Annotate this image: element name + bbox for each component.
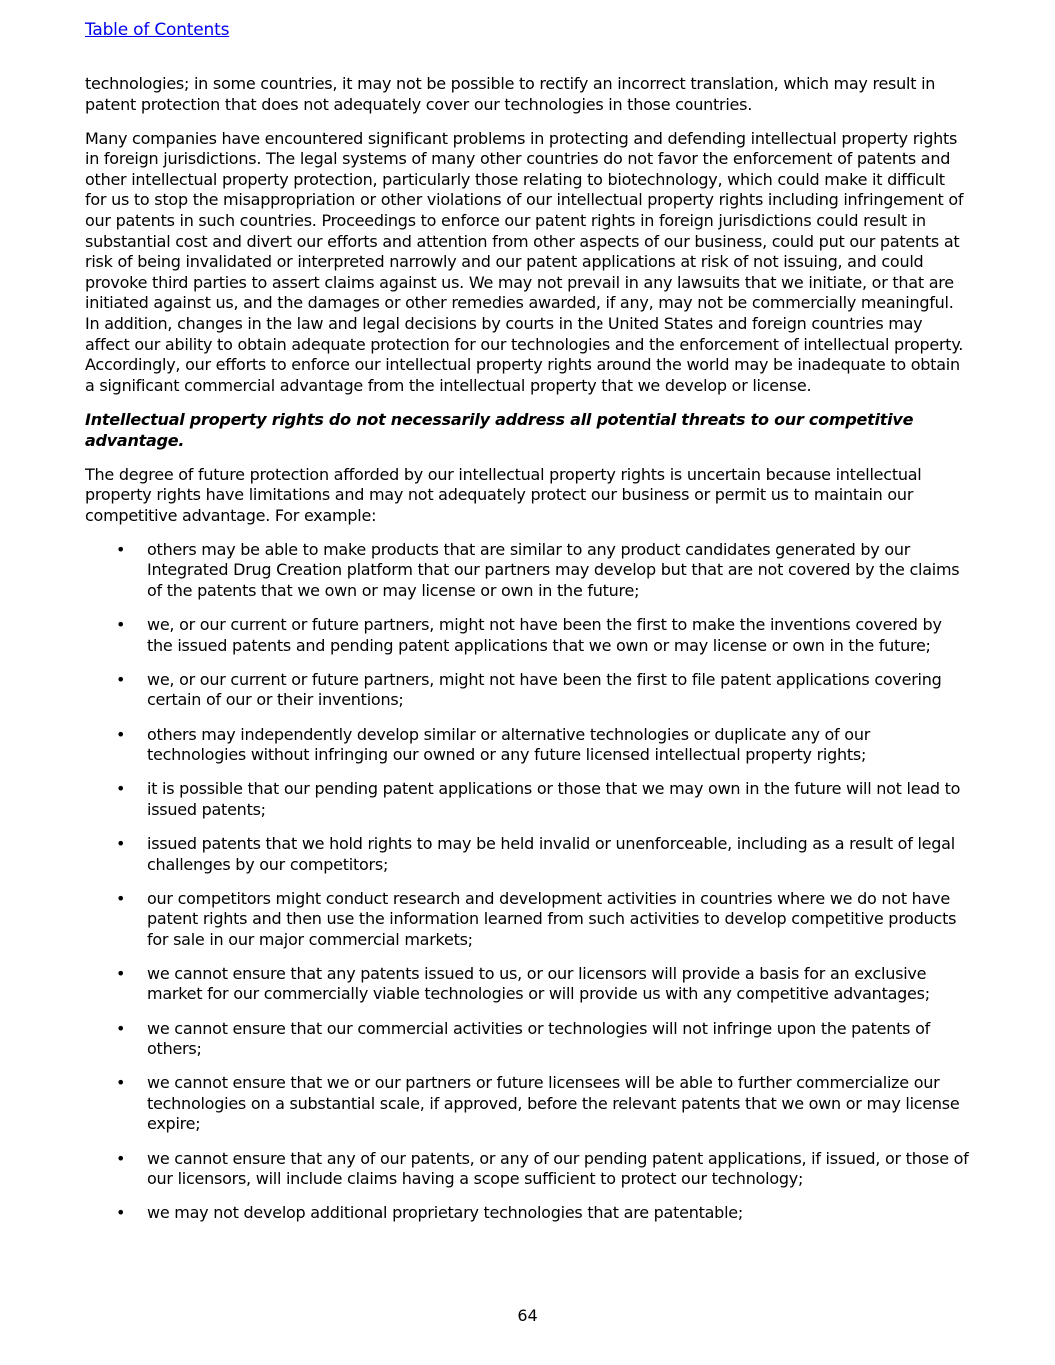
list-item-text: our competitors might conduct research and development activities in countries where we do not have patent rights and then use the information learned from such activities to develop competitive products for sale in our major commercial markets;: [147, 888, 957, 949]
section-heading: Intellectual property rights do not necessarily address all potential threats to our competitive advantage.: [85, 409, 914, 450]
bullet-icon: •: [116, 833, 126, 853]
list-item: [85, 670, 970, 711]
list-item-text: it is possible that our pending patent applications or those that we may own in the future will not lead to issued patents;: [147, 779, 961, 819]
bullet-icon: •: [116, 963, 126, 983]
list-item-text: others may independently develop similar or alternative technologies or duplicate any of our technologies without infringing our owned or any future licensed intellectual property rights;: [147, 724, 871, 765]
list-item: [85, 889, 970, 951]
list-item: [85, 1149, 970, 1190]
list-item-text: we, or our current or future partners, might not have been the first to file patent applications covering certain of our or their inventions;: [147, 669, 942, 710]
list-item: [85, 725, 970, 766]
list-item-text: we, or our current or future partners, might not have been the first to make the inventions covered by the issued patents and pending patent applications that we own or may license or own in the future;: [147, 615, 942, 655]
bullet-icon: •: [116, 724, 126, 744]
bullet-icon: •: [116, 1148, 126, 1168]
list-item-text: we may not develop additional proprietary technologies that are patentable;: [147, 1203, 743, 1223]
list-item-text: we cannot ensure that our commercial activities or technologies will not infringe upon the patents of others;: [147, 1018, 931, 1059]
bullet-icon: •: [116, 779, 126, 799]
bullet-icon: •: [116, 1203, 126, 1223]
list-item: [85, 1019, 970, 1060]
bullet-icon: •: [116, 1018, 126, 1038]
table-of-contents-link[interactable]: Table of Contents: [85, 20, 230, 40]
list-item-text: others may be able to make products that are similar to any product candidates generated by our Integrated Drug Creation platform that our partners may develop but that are not covered by the claims of the patents that we own or may license or own in the future;: [147, 539, 960, 601]
bullet-icon: •: [116, 888, 126, 908]
list-item-text: we cannot ensure that we or our partners or future licensees will be able to further commercialize our technologies on a substantial scale, if approved, before the relevant patents that we own or may license expire;: [147, 1073, 960, 1134]
bullet-icon: •: [116, 615, 126, 635]
list-item: [85, 834, 970, 875]
bullet-icon: •: [116, 539, 126, 559]
bullet-icon: •: [116, 669, 126, 689]
list-item: [85, 964, 970, 1005]
bullet-list: [85, 540, 970, 1224]
list-item-text: we cannot ensure that any patents issued to us, or our licensors will provide a basis for an exclusive market for our commercially viable technologies or will provide us with any competitive advantages;: [147, 963, 930, 1004]
list-item: [85, 779, 970, 820]
list-item-text: we cannot ensure that any of our patents, or any of our pending patent applications, if issued, or those of our licensors, will include claims having a scope sufficient to protect our technology;: [147, 1148, 969, 1189]
document-body: [85, 74, 970, 1237]
list-item: [85, 1203, 970, 1224]
list-item: [85, 615, 970, 656]
paragraph-foreign-jurisdictions: Many companies have encountered significant problems in protecting and defending intellectual property rights in foreign jurisdictions. The legal systems of many other countries do not favor the enforcement of patents and other intellectual property protection, particularly those relating to biotechnology, which could make it difficult for us to stop the misappropriation or other violations of our intellectual property rights including infringement of our patents in such countries. Proceedings to enforce our patent rights in foreign jurisdictions could result in substantial cost and divert our efforts and attention from other aspects of our business, could put our patents at risk of being invalidated or interpreted narrowly and our patent applications at risk of not issuing, and could provoke third parties to assert claims against us. We may not prevail in any lawsuits that we initiate, or that are initiated against us, and the damages or other remedies awarded, if any, may not be commercially meaningful. In addition, changes in the law and legal decisions by courts in the United States and foreign countries may affect our ability to obtain adequate protection for our technologies and the enforcement of intellectual property. Accordingly, our efforts to enforce our intellectual property rights around the world may be inadequate to obtain a significant commercial advantage from the intellectual property that we develop or license.: [85, 128, 964, 395]
bullet-icon: •: [116, 1073, 126, 1093]
page-number: 64: [517, 1306, 538, 1325]
paragraph-future-protection: The degree of future protection afforded by our intellectual property rights is uncertain because intellectual property rights have limitations and may not adequately protect our business or permit us to maintain our competitive advantage. For example:: [85, 464, 922, 525]
list-item: [85, 1073, 970, 1135]
list-item-text: issued patents that we hold rights to may be held invalid or unenforceable, including as a result of legal challenges by our competitors;: [147, 833, 955, 874]
list-item: [85, 540, 970, 602]
paragraph-translation: technologies; in some countries, it may not be possible to rectify an incorrect translation, which may result in patent protection that does not adequately cover our technologies in those countries.: [85, 74, 936, 114]
